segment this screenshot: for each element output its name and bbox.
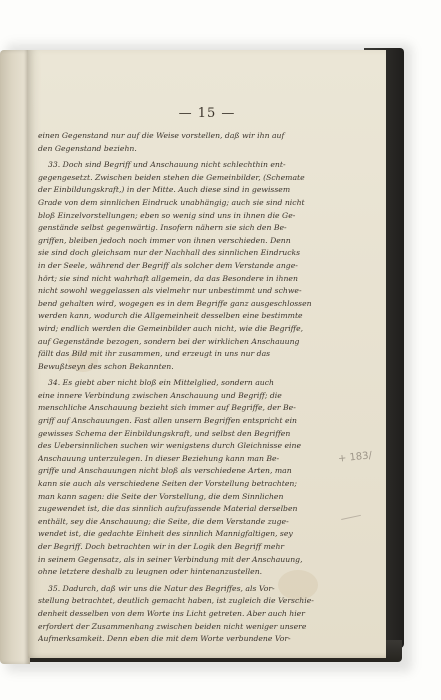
paragraph bbox=[38, 583, 346, 646]
text-line: auf Gegenstände bezogen, sondern bei der wirklichen Anschauung bbox=[38, 336, 300, 346]
text-line: sie sind doch gleichsam nur der Nachhall des sinnlichen Eindrucks bbox=[38, 248, 301, 258]
pencil-margin-note: + 183/ bbox=[337, 450, 373, 465]
text-line: gewisses Schema der Einbildungskraft, und selbst den Begriffen bbox=[38, 428, 291, 438]
text-line: fällt das Bild mit ihr zusammen, und erzeugt in uns nur das bbox=[38, 349, 271, 359]
text-line: bloß Einzelvorstellungen; eben so wenig sind uns in ihnen die Ge- bbox=[38, 210, 296, 220]
text-line: 34. Es giebt aber nicht bloß ein Mittelglied, sondern auch bbox=[48, 378, 274, 388]
text-line: ohne letztere deshalb zu leugnen oder hintenanzustellen. bbox=[38, 567, 263, 577]
facing-page-edge bbox=[0, 50, 30, 664]
text-line: enthält, sey die Anschauung; die Seite, die dem Verstande zuge- bbox=[38, 516, 289, 526]
text-line: denheit desselben von dem Worte ins Licht getreten. Aber auch hier bbox=[38, 608, 305, 618]
paragraph bbox=[38, 377, 346, 579]
text-line: Anschauung unterzulegen. In dieser Beziehung kann man Be- bbox=[38, 453, 280, 463]
text-line: Aufmerksamkeit. Denn eben die mit dem Worte verbundene Vor- bbox=[38, 634, 291, 644]
text-line: der Begriff. Doch betrachten wir in der Logik den Begriff mehr bbox=[38, 542, 285, 551]
text-line: hört; sie sind nicht wahrhaft allgemein, da das Besondere in ihnen bbox=[38, 273, 298, 283]
text-line: griffen, bleiben jedoch noch immer von ihnen verschieden. Denn bbox=[38, 235, 291, 245]
paragraph bbox=[38, 130, 346, 155]
text-line: menschliche Anschauung bezieht sich immer auf Begriffe, der Be- bbox=[38, 403, 296, 413]
text-line: stellung betrachtet, deutlich gemacht haben, ist zugleich die Verschie- bbox=[38, 596, 314, 606]
paragraph bbox=[38, 159, 346, 373]
page-number: — 15 — bbox=[178, 106, 236, 121]
text-line: man kann sagen: die Seite der Vorstellung, die dem Sinnlichen bbox=[38, 491, 284, 501]
text-line: einen Gegenstand nur auf die Weise vorstellen, daß wir ihn auf bbox=[38, 131, 285, 140]
text-line: genstände selbst gegenwärtig. Insofern nähern sie sich den Be- bbox=[38, 223, 287, 233]
text-line: den Gegenstand beziehn. bbox=[38, 143, 137, 153]
text-line: 33. Doch sind Begriff und Anschauung nicht schlechthin ent- bbox=[48, 160, 286, 170]
text-line: erfordert der Zusammenhang zwischen beiden nicht weniger unsere bbox=[38, 621, 307, 631]
text-line: wird; endlich werden die Gemeinbilder auch nicht, wie die Begriffe, bbox=[38, 323, 304, 333]
text-line: kann sie auch als verschiedene Seiten der Vorstellung betrachten; bbox=[38, 479, 297, 489]
text-line: 35. Dadurch, daß wir uns die Natur des Begriffes, als Vor- bbox=[48, 583, 275, 593]
page-text bbox=[38, 130, 346, 650]
text-line: zugewendet ist, die das sinnlich aufzufassende Material derselben bbox=[38, 504, 298, 514]
text-line: nicht sowohl weggelassen als vielmehr nur unbestimmt und schwe- bbox=[38, 286, 302, 296]
text-line: werden kann, wodurch die Allgemeinheit desselben eine bestimmte bbox=[38, 311, 303, 321]
text-line: bend gehalten wird, wogegen es in dem Begriffe ganz ausgeschlossen bbox=[38, 298, 312, 308]
text-line: in der Seele, während der Begriff als solcher dem Verstande ange- bbox=[38, 260, 298, 270]
text-line: eine innere Verbindung zwischen Anschauung und Begriff; die bbox=[38, 390, 282, 400]
text-line: wendet ist, die gedachte Einheit des sinnlich Mannigfaltigen, sey bbox=[38, 529, 293, 539]
text-line: gegengesetzt. Zwischen beiden stehen die Gemeinbilder, (Schemate bbox=[38, 172, 305, 182]
text-line: Grade von dem sinnlichen Eindruck unabhängig; auch sie sind nicht bbox=[38, 197, 305, 207]
text-line: griffe und Anschauungen nicht bloß als verschiedene Arten, man bbox=[38, 466, 292, 476]
text-line: Bewußtseyn des schon Bekannten. bbox=[38, 361, 174, 371]
text-line: griff auf Anschauungen. Fast allen unsern Begriffen entspricht ein bbox=[38, 416, 297, 426]
text-line: der Einbildungskraft,) in der Mitte. Auch diese sind in gewissem bbox=[38, 185, 291, 195]
text-line: in seinem Gegensatz, als in seiner Verbindung mit der Anschauung, bbox=[38, 554, 303, 564]
text-line: des Uebersinnlichen suchen wir wenigstens durch Gleichnisse eine bbox=[38, 441, 302, 451]
